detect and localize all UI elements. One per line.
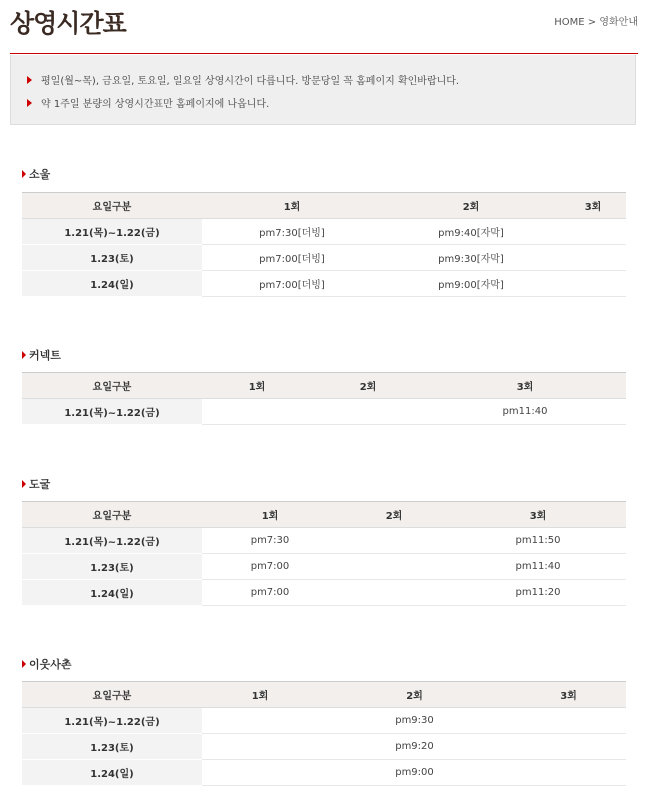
showtime-cell: pm9:20 [318, 734, 511, 760]
table-row [22, 580, 626, 606]
showtime-cell: pm11:20 [450, 580, 626, 606]
schedule-table-dogul [22, 501, 626, 606]
section-title-text: 도굴 [29, 478, 51, 491]
showtime-cell: pm9:30[자막] [382, 245, 560, 271]
day-cell: 1.24(일) [22, 760, 202, 786]
table-row [22, 554, 626, 580]
section-title-text: 소울 [29, 168, 51, 181]
showtime-cell [202, 734, 318, 760]
col-header-3: 3회 [511, 682, 626, 708]
table-row [22, 760, 626, 786]
showtime-cell: pm7:00[더빙] [202, 271, 382, 297]
showtime-cell [560, 245, 626, 271]
day-cell: 1.21(목)~1.22(금) [22, 399, 202, 425]
col-header-1: 1회 [202, 373, 312, 399]
table-header-row [22, 193, 626, 219]
col-header-3: 3회 [424, 373, 626, 399]
col-header-2: 2회 [382, 193, 560, 219]
table-row [22, 528, 626, 554]
section-marker-icon [22, 480, 26, 488]
section-title-neighbor [22, 656, 72, 672]
day-cell: 1.24(일) [22, 580, 202, 606]
day-cell: 1.23(토) [22, 245, 202, 271]
table-row [22, 245, 626, 271]
section-title-text: 이웃사촌 [29, 658, 72, 671]
section-title-soul [22, 166, 50, 182]
section-marker-icon [22, 170, 26, 178]
notice-text: 평일(월~목), 금요일, 토요일, 일요일 상영시간이 다릅니다. 방문당일 꼭 홈페이지 확인바랍니다. [41, 76, 460, 87]
schedule-table-connect [22, 372, 626, 425]
notice-box [10, 55, 636, 125]
showtime-cell [338, 554, 450, 580]
col-header-1: 1회 [202, 502, 338, 528]
showtime-cell [202, 760, 318, 786]
showtime-cell [338, 580, 450, 606]
table-row [22, 734, 626, 760]
col-header-day: 요일구분 [22, 502, 202, 528]
breadcrumb: HOME > 영화안내 [554, 17, 638, 28]
showtime-cell: pm9:30 [318, 708, 511, 734]
showtime-cell: pm7:00 [202, 580, 338, 606]
col-header-2: 2회 [318, 682, 511, 708]
showtime-cell: pm7:00[더빙] [202, 245, 382, 271]
bullet-triangle-icon [27, 99, 32, 107]
showtime-cell: pm9:40[자막] [382, 219, 560, 245]
schedule-table-soul [22, 192, 626, 297]
section-title-text: 커넥트 [29, 349, 61, 362]
notice-item [27, 95, 269, 110]
col-header-3: 3회 [560, 193, 626, 219]
table-row [22, 708, 626, 734]
notice-item [27, 72, 459, 87]
table-header-row [22, 682, 626, 708]
showtime-cell [511, 734, 626, 760]
showtime-cell [202, 399, 312, 425]
table-header-row [22, 373, 626, 399]
table-row [22, 271, 626, 297]
showtime-cell [202, 708, 318, 734]
day-cell: 1.23(토) [22, 734, 202, 760]
showtime-cell [312, 399, 424, 425]
showtime-cell: pm11:50 [450, 528, 626, 554]
col-header-day: 요일구분 [22, 373, 202, 399]
showtime-cell: pm7:30[더빙] [202, 219, 382, 245]
page-title: 상영시간표 [10, 9, 126, 38]
section-title-connect [22, 347, 61, 363]
bullet-triangle-icon [27, 76, 32, 84]
table-row [22, 399, 626, 425]
day-cell: 1.24(일) [22, 271, 202, 297]
showtime-cell: pm11:40 [450, 554, 626, 580]
showtime-cell: pm7:00 [202, 554, 338, 580]
col-header-2: 2회 [338, 502, 450, 528]
schedule-table-neighbor [22, 681, 626, 786]
section-marker-icon [22, 660, 26, 668]
col-header-2: 2회 [312, 373, 424, 399]
showtime-cell [511, 760, 626, 786]
col-header-1: 1회 [202, 193, 382, 219]
day-cell: 1.21(목)~1.22(금) [22, 528, 202, 554]
day-cell: 1.21(목)~1.22(금) [22, 219, 202, 245]
showtime-cell [511, 708, 626, 734]
day-cell: 1.21(목)~1.22(금) [22, 708, 202, 734]
title-divider [10, 53, 638, 54]
day-cell: 1.23(토) [22, 554, 202, 580]
showtime-cell: pm11:40 [424, 399, 626, 425]
showtime-cell [338, 528, 450, 554]
col-header-day: 요일구분 [22, 193, 202, 219]
notice-text: 약 1주일 분량의 상영시간표만 홈페이지에 나옵니다. [41, 99, 270, 110]
showtime-cell: pm7:30 [202, 528, 338, 554]
col-header-day: 요일구분 [22, 682, 202, 708]
showtime-cell: pm9:00 [318, 760, 511, 786]
showtime-cell: pm9:00[자막] [382, 271, 560, 297]
section-marker-icon [22, 351, 26, 359]
showtime-cell [560, 271, 626, 297]
table-header-row [22, 502, 626, 528]
col-header-3: 3회 [450, 502, 626, 528]
showtime-cell [560, 219, 626, 245]
col-header-1: 1회 [202, 682, 318, 708]
table-row [22, 219, 626, 245]
section-title-dogul [22, 476, 50, 492]
